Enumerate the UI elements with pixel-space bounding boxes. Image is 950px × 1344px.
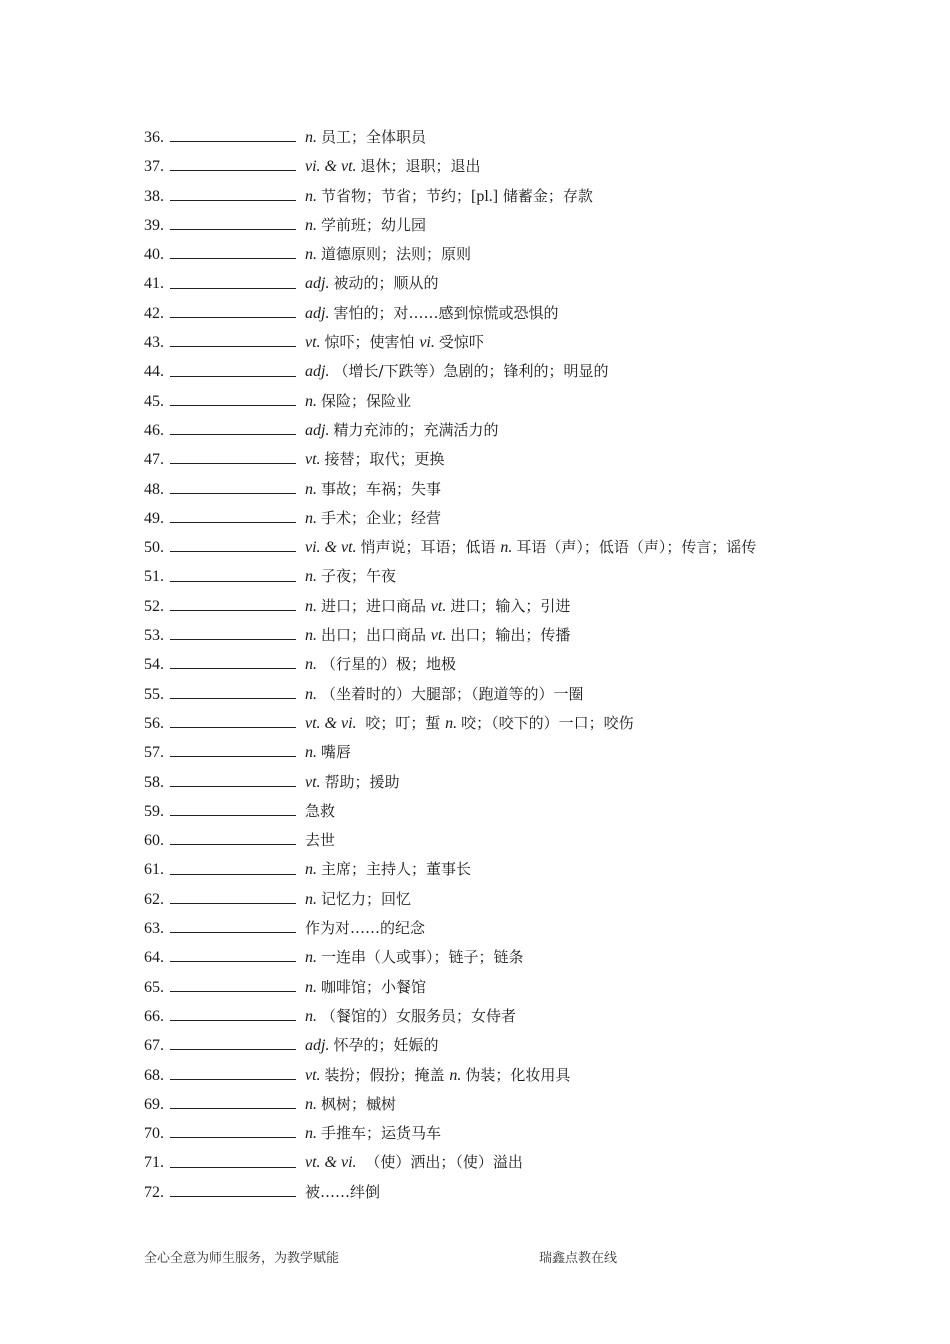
answer-blank[interactable] — [170, 801, 296, 816]
meaning-text: 学前班；幼儿园 — [321, 215, 427, 234]
answer-blank[interactable] — [170, 947, 296, 962]
part-of-speech: n. — [305, 129, 317, 146]
meaning-text: 帮助；援助 — [324, 772, 400, 791]
meaning-text: （行星的）极；地极 — [321, 655, 457, 674]
meaning-text: 耳语（声）；低语（声）；传言；谣传 — [516, 538, 757, 557]
vocab-row — [144, 943, 864, 972]
answer-blank[interactable] — [170, 742, 296, 757]
item-number: 52. — [144, 597, 164, 615]
answer-blank[interactable] — [170, 274, 296, 289]
answer-blank[interactable] — [170, 889, 296, 904]
vocab-row — [144, 562, 864, 591]
meaning-text: 接替；取代；更换 — [324, 450, 445, 469]
definition — [305, 973, 426, 1002]
part-of-speech: n. — [305, 949, 317, 967]
answer-blank[interactable] — [170, 391, 296, 406]
answer-blank[interactable] — [170, 1065, 296, 1080]
part-of-speech: vi. & vt. — [305, 539, 357, 557]
definition — [305, 1119, 441, 1148]
vocab-row — [144, 504, 864, 533]
definition — [305, 943, 524, 972]
part-of-speech: n. — [305, 392, 317, 410]
meaning-text: 退休；退职；退出 — [360, 157, 481, 176]
meaning-text: （坐着时的）大腿部；（跑道等的）一圈 — [321, 684, 584, 703]
item-number: 61. — [144, 861, 164, 879]
part-of-speech: n. — [305, 480, 317, 498]
definition — [305, 240, 471, 269]
item-number: 42. — [144, 304, 164, 322]
definition — [305, 475, 441, 504]
item-number: 71. — [144, 1154, 164, 1172]
part-of-speech: n. — [500, 539, 513, 557]
answer-blank[interactable] — [170, 362, 296, 377]
part-of-speech: n. — [305, 216, 317, 234]
definition — [305, 1061, 570, 1090]
definition — [305, 416, 498, 445]
meaning-text: 手推车；运货马车 — [321, 1124, 442, 1143]
answer-blank[interactable] — [170, 479, 296, 494]
item-number: 67. — [144, 1037, 164, 1055]
vocab-row — [144, 1002, 864, 1031]
item-number: 62. — [144, 890, 164, 908]
meaning-text: （增长/下跌等）急剧的；锋利的；明显的 — [333, 362, 609, 381]
part-of-speech: vt. — [305, 773, 321, 791]
definition — [305, 709, 634, 738]
answer-blank[interactable] — [170, 1006, 296, 1021]
part-of-speech: vt. — [430, 627, 447, 645]
answer-blank[interactable] — [170, 332, 296, 347]
answer-blank[interactable] — [170, 860, 296, 875]
meaning-text: 主席；主持人；董事长 — [321, 860, 472, 879]
answer-blank[interactable] — [170, 654, 296, 669]
meaning-text: 手术；企业；经营 — [321, 508, 442, 527]
meaning-text: 怀孕的；妊娠的 — [333, 1036, 439, 1055]
answer-blank[interactable] — [170, 1153, 296, 1168]
vocab-row — [144, 621, 864, 650]
vocab-row — [144, 357, 864, 386]
vocab-list — [144, 123, 864, 1207]
item-number: 38. — [144, 187, 164, 205]
meaning-text: 装扮；假扮；掩盖 — [324, 1065, 450, 1084]
vocab-row — [144, 738, 864, 767]
definition — [305, 855, 471, 884]
definition — [305, 768, 400, 797]
answer-blank[interactable] — [170, 1035, 296, 1050]
part-of-speech: n. — [305, 1007, 317, 1025]
vocab-row — [144, 973, 864, 1002]
part-of-speech: adj. — [305, 275, 330, 293]
definition — [305, 299, 558, 328]
vocab-row — [144, 1031, 864, 1060]
meaning-text: 进口；输入；引进 — [450, 596, 571, 615]
meaning-text: 嘴唇 — [321, 743, 352, 762]
part-of-speech: n. — [305, 509, 317, 527]
vocab-row — [144, 182, 864, 211]
answer-blank[interactable] — [170, 244, 296, 259]
vocab-row — [144, 211, 864, 240]
part-of-speech: n. — [305, 187, 317, 205]
answer-blank[interactable] — [170, 918, 296, 933]
item-number: 58. — [144, 773, 164, 791]
definition — [305, 826, 335, 855]
meaning-text: 节省物；节省；节约； — [321, 186, 472, 205]
vocab-row — [144, 123, 864, 152]
vocab-row — [144, 445, 864, 474]
item-number: 49. — [144, 509, 164, 527]
item-number: 63. — [144, 920, 164, 938]
definition — [305, 738, 351, 767]
vocab-row — [144, 826, 864, 855]
definition — [305, 680, 584, 709]
answer-blank[interactable] — [170, 508, 296, 523]
part-of-speech: vt. & vi. — [305, 1154, 357, 1172]
answer-blank[interactable] — [170, 156, 296, 171]
item-number: 46. — [144, 421, 164, 439]
part-of-speech: adj. — [305, 1037, 330, 1055]
answer-blank[interactable] — [170, 625, 296, 640]
item-number: 64. — [144, 949, 164, 967]
vocab-row — [144, 1148, 864, 1177]
definition — [305, 387, 411, 416]
item-number: 37. — [144, 158, 164, 176]
item-number: 51. — [144, 568, 164, 586]
item-number: 47. — [144, 451, 164, 469]
meaning-text: 咬；（咬下的）一口；咬伤 — [461, 713, 634, 732]
definition — [305, 1090, 396, 1119]
vocab-row — [144, 533, 864, 562]
usage-note: [pl.] — [471, 187, 499, 205]
meaning-text: 子夜；午夜 — [321, 567, 397, 586]
part-of-speech: vt. — [430, 597, 447, 615]
definition — [305, 650, 456, 679]
meaning-text: 出口；输出；传播 — [450, 626, 571, 645]
definition — [305, 328, 484, 357]
vocab-row — [144, 680, 864, 709]
meaning-text: 记忆力；回忆 — [321, 889, 412, 908]
definition — [305, 357, 609, 386]
meaning-text: 去世 — [305, 831, 336, 850]
vocab-row — [144, 592, 864, 621]
definition — [305, 504, 441, 533]
part-of-speech: n. — [305, 744, 317, 762]
meaning-text: 咖啡馆；小餐馆 — [321, 977, 427, 996]
meaning-text: 储蓄金；存款 — [498, 186, 593, 205]
definition — [305, 592, 570, 621]
vocab-row — [144, 855, 864, 884]
item-number: 56. — [144, 714, 164, 732]
item-number: 45. — [144, 392, 164, 410]
answer-blank[interactable] — [170, 1182, 296, 1197]
part-of-speech: vt. — [305, 1066, 321, 1084]
part-of-speech: n. — [305, 597, 317, 615]
part-of-speech: vt. & vi. — [305, 714, 357, 732]
meaning-text: 受惊吓 — [438, 333, 484, 352]
meaning-text: 精力充沛的；充满活力的 — [333, 420, 499, 439]
definition — [305, 621, 570, 650]
definition — [305, 1178, 380, 1207]
definition — [305, 123, 426, 152]
definition — [305, 152, 481, 181]
definition — [305, 211, 426, 240]
item-number: 54. — [144, 656, 164, 674]
definition — [305, 533, 756, 562]
meaning-text: （餐馆的）女服务员；女侍者 — [321, 1006, 517, 1025]
part-of-speech: n. — [305, 685, 317, 703]
part-of-speech: vi. & vt. — [305, 158, 357, 176]
item-number: 72. — [144, 1183, 164, 1201]
vocab-row — [144, 1061, 864, 1090]
meaning-text: 道德原则；法则；原则 — [321, 245, 472, 264]
answer-blank[interactable] — [170, 449, 296, 464]
definition — [305, 914, 425, 943]
definition — [305, 269, 438, 298]
meaning-text: 伪装；化妆用具 — [465, 1065, 571, 1084]
item-number: 60. — [144, 832, 164, 850]
part-of-speech: n. — [445, 714, 458, 732]
meaning-text: 保险；保险业 — [321, 391, 412, 410]
definition — [305, 562, 396, 591]
answer-blank[interactable] — [170, 567, 296, 582]
definition — [305, 797, 335, 826]
definition — [305, 1002, 516, 1031]
vocab-row — [144, 768, 864, 797]
vocab-row — [144, 914, 864, 943]
vocab-row — [144, 387, 864, 416]
item-number: 69. — [144, 1095, 164, 1113]
part-of-speech: n. — [305, 627, 317, 645]
definition — [305, 445, 445, 474]
meaning-text: 被……绊倒 — [305, 1182, 381, 1201]
answer-blank[interactable] — [170, 186, 296, 201]
answer-blank[interactable] — [170, 215, 296, 230]
part-of-speech: adj. — [305, 363, 330, 381]
answer-blank[interactable] — [170, 713, 296, 728]
meaning-text: 急救 — [305, 801, 336, 820]
answer-blank[interactable] — [170, 303, 296, 318]
part-of-speech: n. — [305, 861, 317, 879]
meaning-text: （使）洒出；（使）溢出 — [360, 1153, 523, 1172]
answer-blank[interactable] — [170, 596, 296, 611]
part-of-speech: n. — [305, 656, 317, 674]
part-of-speech: n. — [305, 1125, 317, 1143]
vocab-row — [144, 416, 864, 445]
vocab-row — [144, 299, 864, 328]
part-of-speech: vi. — [419, 334, 435, 352]
meaning-text: 咬；叮；蜇 — [360, 713, 446, 732]
answer-blank[interactable] — [170, 830, 296, 845]
item-number: 53. — [144, 627, 164, 645]
meaning-text: 作为对……的纪念 — [305, 919, 426, 938]
vocab-row — [144, 1090, 864, 1119]
vocab-row — [144, 475, 864, 504]
vocab-row — [144, 797, 864, 826]
vocab-row — [144, 709, 864, 738]
answer-blank[interactable] — [170, 772, 296, 787]
item-number: 43. — [144, 334, 164, 352]
vocab-row — [144, 328, 864, 357]
meaning-text: 进口；进口商品 — [321, 596, 431, 615]
item-number: 36. — [144, 129, 164, 146]
part-of-speech: adj. — [305, 304, 330, 322]
item-number: 70. — [144, 1125, 164, 1143]
part-of-speech: n. — [305, 246, 317, 264]
item-number: 44. — [144, 363, 164, 381]
item-number: 41. — [144, 275, 164, 293]
meaning-text: 害怕的；对……感到惊慌或恐惧的 — [333, 303, 559, 322]
part-of-speech: vt. — [305, 334, 321, 352]
item-number: 65. — [144, 978, 164, 996]
meaning-text: 被动的；顺从的 — [333, 274, 439, 293]
part-of-speech: vt. — [305, 451, 321, 469]
definition — [305, 885, 411, 914]
answer-blank[interactable] — [170, 420, 296, 435]
meaning-text: 一连串（人或事）；链子；链条 — [321, 948, 524, 967]
item-number: 50. — [144, 539, 164, 557]
answer-blank[interactable] — [170, 684, 296, 699]
vocab-row — [144, 885, 864, 914]
vocab-row — [144, 240, 864, 269]
item-number: 57. — [144, 744, 164, 762]
part-of-speech: n. — [449, 1066, 462, 1084]
answer-blank[interactable] — [170, 1094, 296, 1109]
definition — [305, 1148, 523, 1177]
meaning-text: 事故；车祸；失事 — [321, 479, 442, 498]
part-of-speech: n. — [305, 568, 317, 586]
meaning-text: 员工；全体职员 — [321, 128, 427, 146]
meaning-text: 枫树；槭树 — [321, 1094, 397, 1113]
definition — [305, 182, 593, 211]
item-number: 66. — [144, 1007, 164, 1025]
item-number: 68. — [144, 1066, 164, 1084]
meaning-text: 惊吓；使害怕 — [324, 333, 420, 352]
vocab-row — [144, 152, 864, 181]
item-number: 48. — [144, 480, 164, 498]
part-of-speech: n. — [305, 1095, 317, 1113]
definition — [305, 1031, 438, 1060]
vocab-row — [144, 650, 864, 679]
item-number: 55. — [144, 685, 164, 703]
vocab-row — [144, 1119, 864, 1148]
answer-blank[interactable] — [170, 1123, 296, 1138]
meaning-text: 出口；出口商品 — [321, 626, 431, 645]
answer-blank[interactable] — [170, 977, 296, 992]
footer-slogan: 全心全意为师生服务，为教学赋能 — [144, 1251, 340, 1266]
item-number: 40. — [144, 246, 164, 264]
meaning-text: 悄声说；耳语；低语 — [360, 538, 501, 557]
vocab-row — [144, 1178, 864, 1207]
answer-blank[interactable] — [170, 127, 296, 142]
item-number: 39. — [144, 216, 164, 234]
item-number: 59. — [144, 802, 164, 820]
part-of-speech: n. — [305, 978, 317, 996]
part-of-speech: adj. — [305, 421, 330, 439]
footer-brand: 瑞鑫点教在线 — [539, 1251, 618, 1266]
part-of-speech: n. — [305, 890, 317, 908]
answer-blank[interactable] — [170, 537, 296, 552]
vocab-row — [144, 269, 864, 298]
